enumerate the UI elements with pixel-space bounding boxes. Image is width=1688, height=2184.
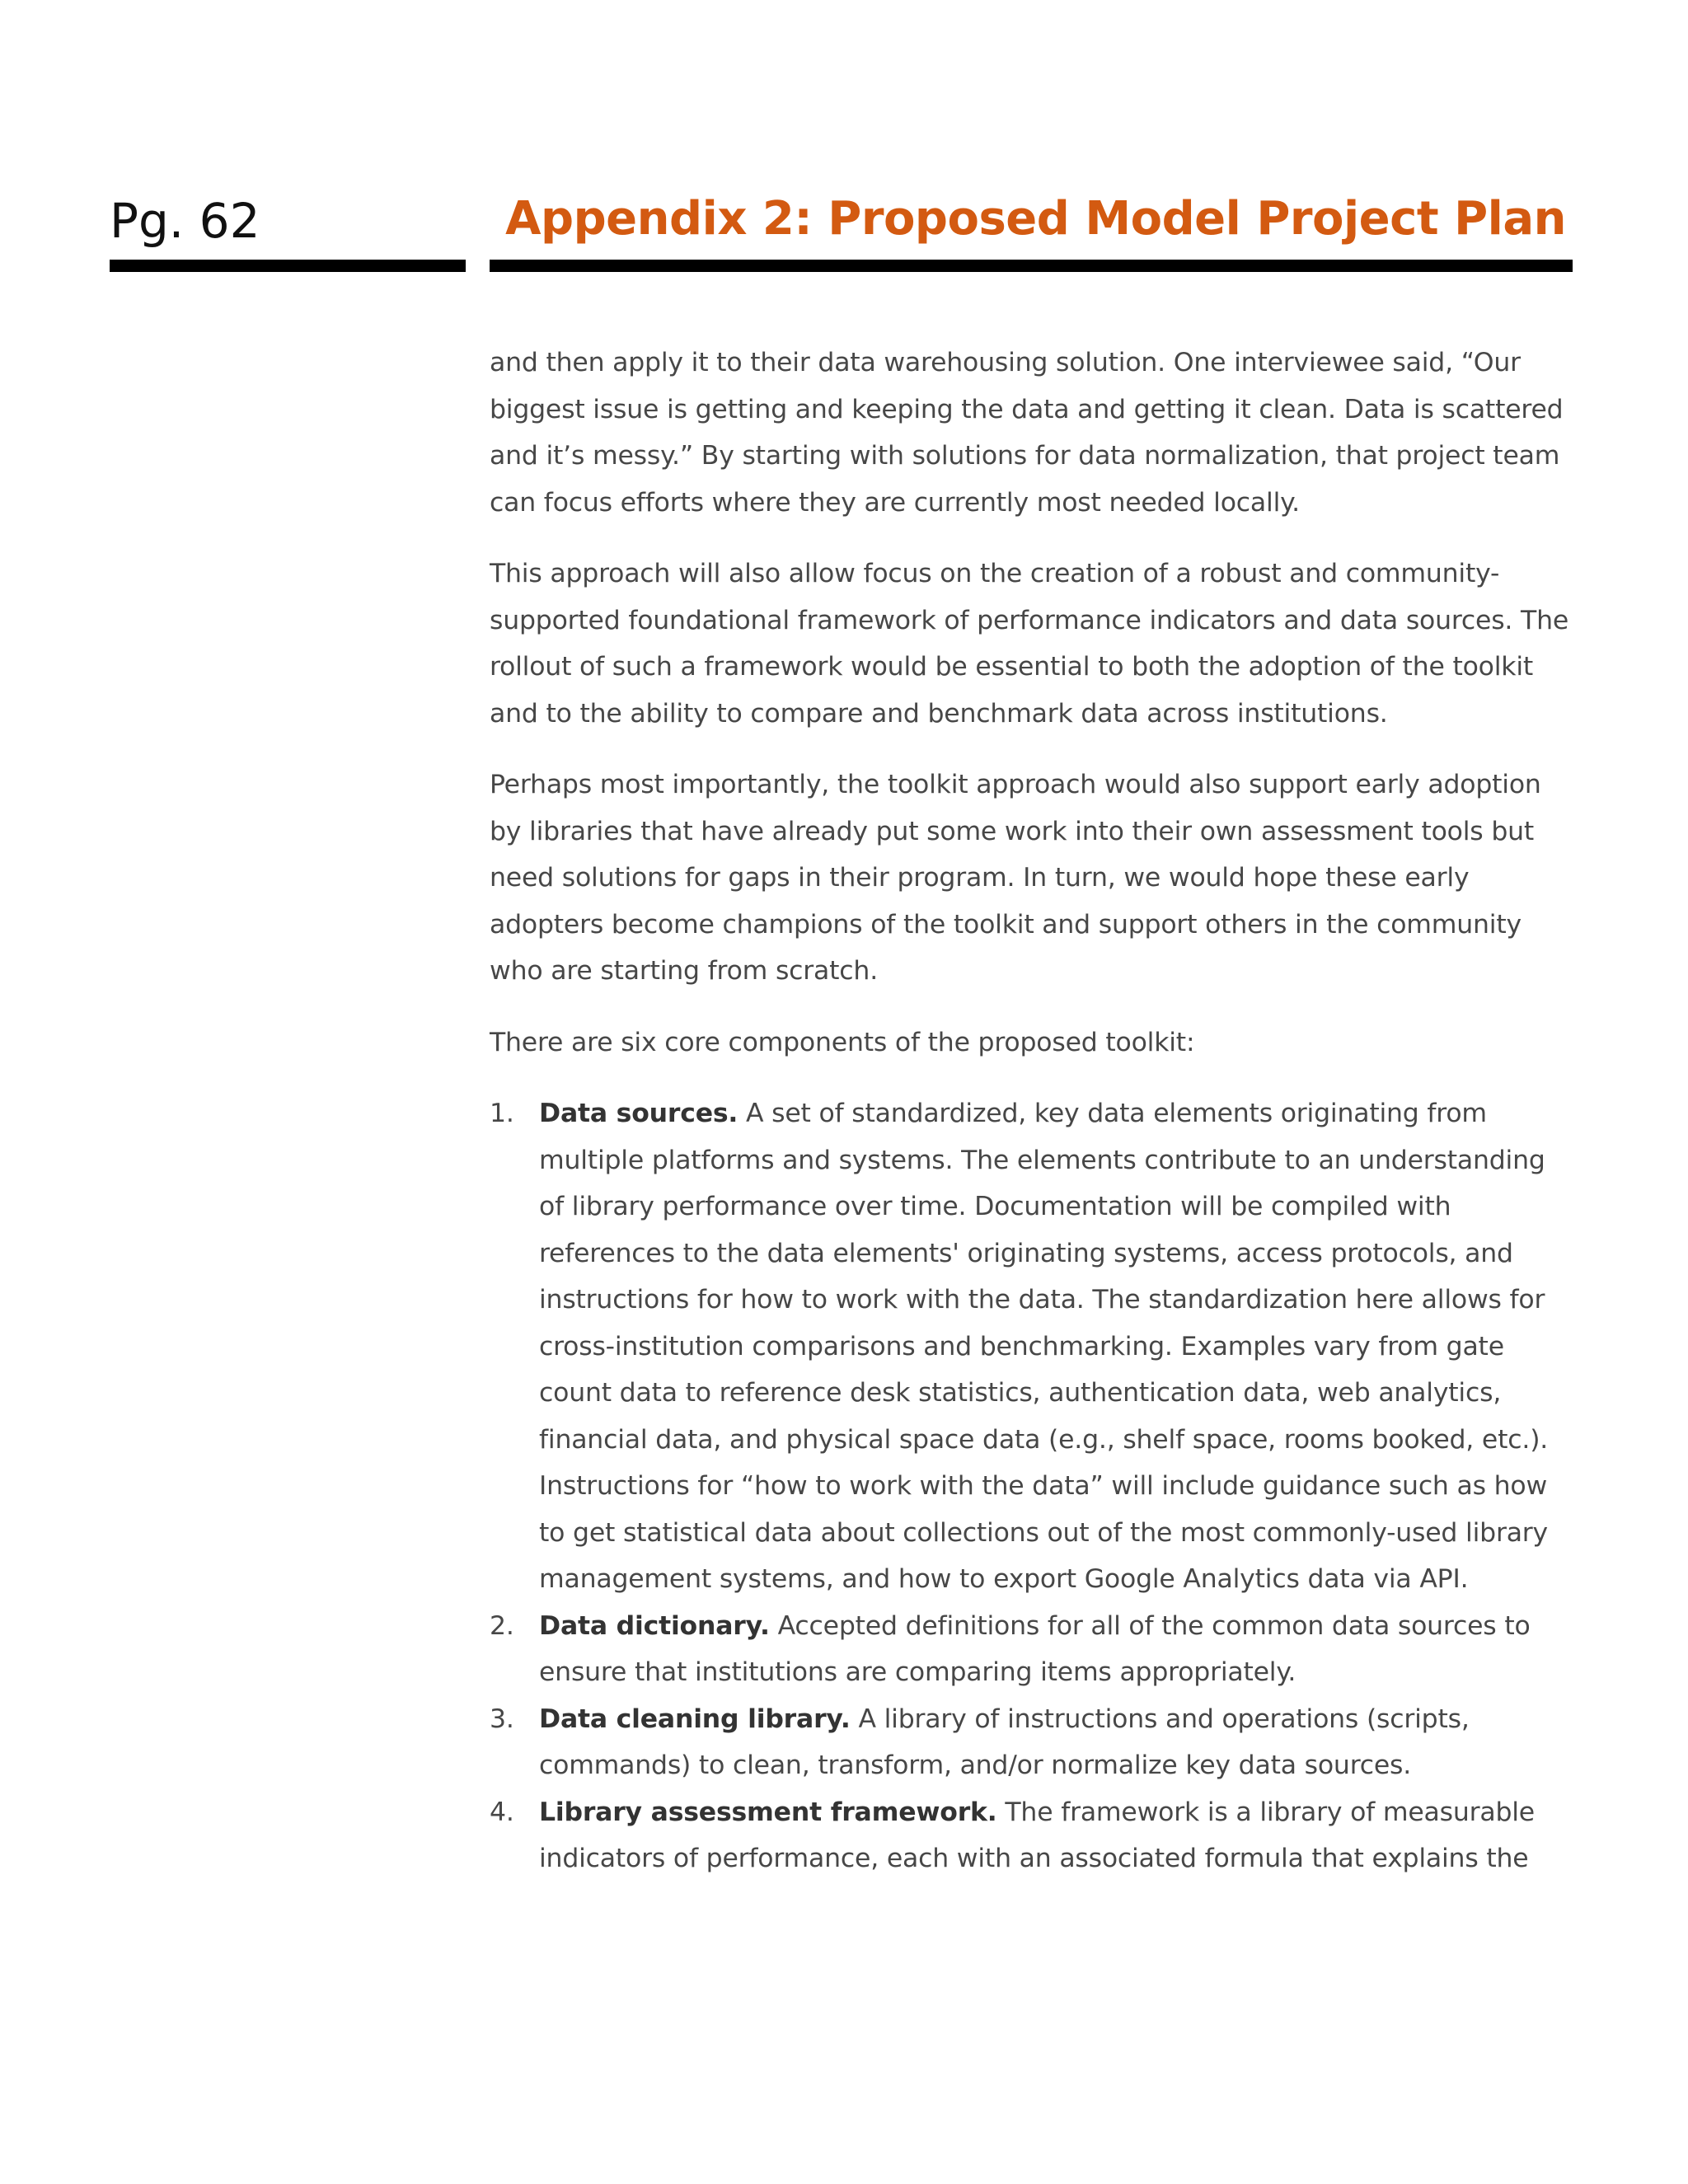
- paragraph: and then apply it to their data warehousing solution. One interviewee said, “Our biggest issue is getting and keeping the data and getting it clean. Data is scattered and it’s messy.” By starting with solutions for data normalization, that project team can focus efforts where they are currently most needed locally.: [490, 348, 1564, 518]
- list-item-term: Data dictionary.: [539, 1610, 770, 1641]
- list-item-text: The framework is a library of measurable indicators of performance, each with an associated formula that explains the: [539, 1797, 1535, 1873]
- page-title: Appendix 2: Proposed Model Project Plan: [505, 192, 1566, 246]
- list-item-number: 4.: [490, 1797, 514, 1827]
- header-rule-left: [110, 260, 466, 272]
- components-list: [490, 1090, 1578, 1882]
- page-number: Pg. 62: [110, 193, 260, 249]
- list-item-text: A set of standardized, key data elements originating from multiple platforms and systems. The elements contribute to an understanding of library performance over time. Documentation will be compiled with references to the data elements' originating systems, access protocols, and instructions for how to work with the data. The standardization here allows for cross-institution comparisons and benchmarking. Examples vary from gate count data to reference desk statistics, authentication data, web analytics, financial data, and physical space data (e.g., shelf space, rooms booked, etc.). Instructions for “how to work with the data” will include guidance such as how to get statistical data about collections out of the most commonly-used library management systems, and how to export Google Analytics data via API.: [539, 1099, 1549, 1594]
- paragraph: Perhaps most importantly, the toolkit approach would also support early adoption by libraries that have already put some work into their own assessment tools but need solutions for gaps in their program. In turn, we would hope these early adopters become champions of the toolkit and support others in the community who are starting from scratch.: [490, 770, 1541, 986]
- paragraph: There are six core components of the proposed toolkit:: [490, 1027, 1195, 1057]
- list-item-number: 1.: [490, 1099, 514, 1128]
- list-item-number: 3.: [490, 1704, 514, 1734]
- body-text: [490, 340, 1578, 1882]
- list-item-text: A library of instructions and operations (scripts, commands) to clean, transform, and/or normalize key data sources.: [539, 1704, 1470, 1780]
- list-item: [490, 1090, 1578, 1603]
- list-item-term: Data sources.: [539, 1099, 738, 1128]
- list-item-text: Accepted definitions for all of the common data sources to ensure that institutions are comparing items appropriately.: [539, 1610, 1531, 1687]
- list-item-term: Library assessment framework.: [539, 1797, 997, 1827]
- header-rule-right: [490, 260, 1573, 272]
- list-item: [490, 1696, 1578, 1789]
- list-item-number: 2.: [490, 1610, 514, 1641]
- paragraph: This approach will also allow focus on the creation of a robust and community-supported foundational framework of performance indicators and data sources. The rollout of such a framework would be essential to both the adoption of the toolkit and to the ability to compare and benchmark data across institutions.: [490, 559, 1569, 729]
- list-item: [490, 1789, 1578, 1882]
- list-item-term: Data cleaning library.: [539, 1704, 851, 1734]
- list-item: [490, 1603, 1578, 1696]
